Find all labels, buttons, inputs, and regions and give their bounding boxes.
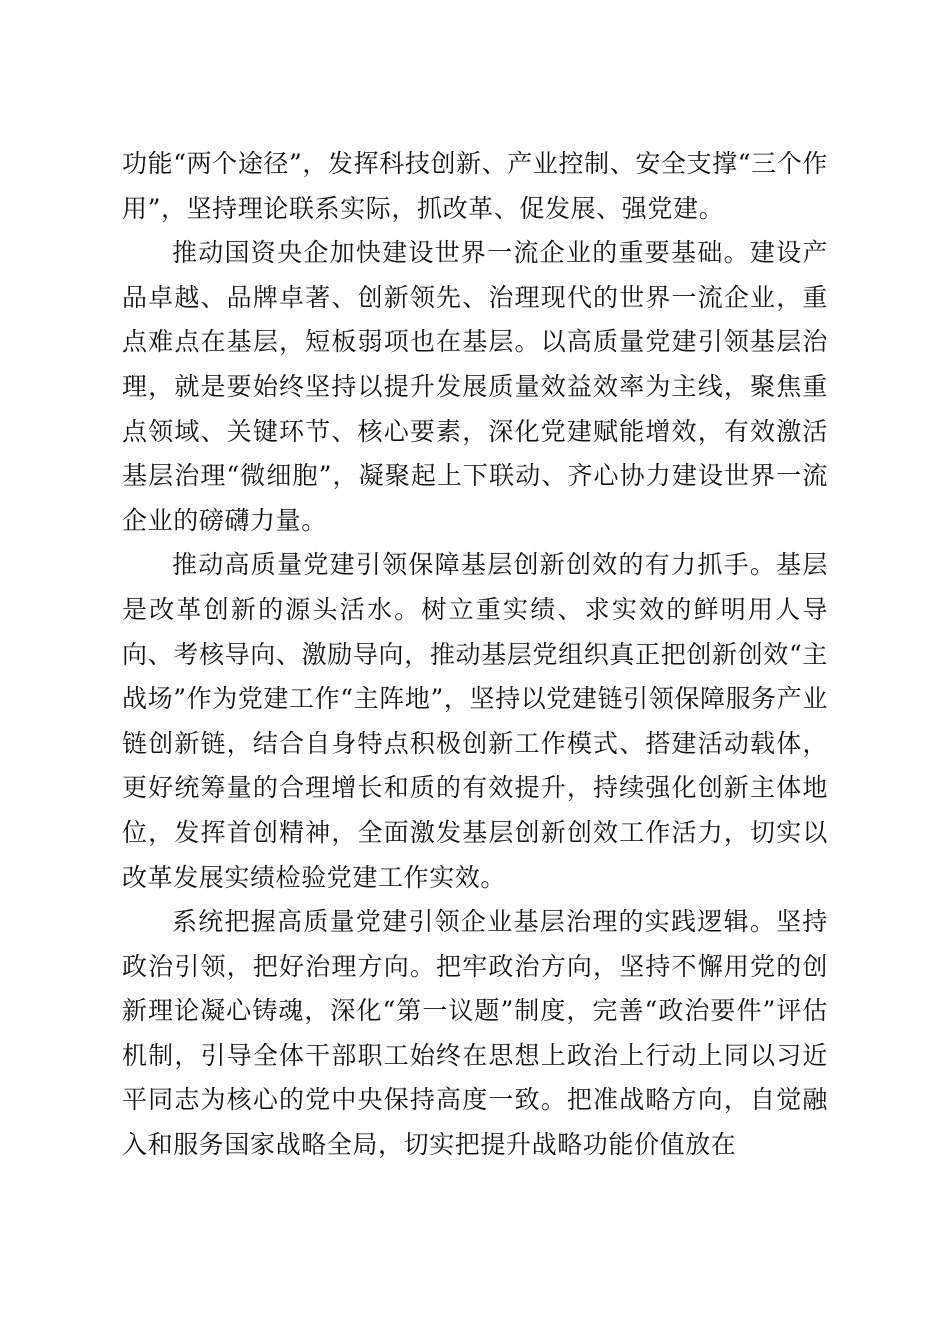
paragraph-4: 系统把握高质量党建引领企业基层治理的实践逻辑。坚持政治引领，把好治理方向。把牢政治方向，坚持不懈用党的创新理论凝心铸魂，深化“第一议题”制度，完善“政治要件”评估机制，引导全体干部职工始终在思想上政治上行动上同以习近平同志为核心的党中央保持高度一致。把准战略方向，自觉融入和服务国家战略全局，切实把提升战略功能价值放在 (122, 907, 828, 1160)
paragraph-1: 功能“两个途径”，发挥科技创新、产业控制、安全支撑“三个作用”，坚持理论联系实际，抓改革、促发展、强党建。 (122, 149, 828, 223)
paragraph-3: 推动高质量党建引领保障基层创新创效的有力抓手。基层是改革创新的源头活水。树立重实绩、求实效的鲜明用人导向、考核导向、激励导向，推动基层党组织真正把创新创效“主战场”作为党建工作“主阵地”，坚持以党建链引领保障服务产业链创新链，结合自身特点积极创新工作模式、搭建活动载体，更好统筹量的合理增长和质的有效提升，持续强化创新主体地位，发挥首创精神，全面激发基层创新创效工作活力，切实以改革发展实绩检验党建工作实效。 (122, 550, 828, 892)
document-body (122, 142, 828, 1168)
paragraph-2: 推动国资央企加快建设世界一流企业的重要基础。建设产品卓越、品牌卓著、创新领先、治理现代的世界一流企业，重点难点在基层，短板弱项也在基层。以高质量党建引领基层治理，就是要始终坚持以提升发展质量效益效率为主线，聚焦重点领域、关键环节、核心要素，深化党建赋能增效，有效激活基层治理“微细胞”，凝聚起上下联动、齐心协力建设世界一流企业的磅礴力量。 (122, 238, 828, 535)
